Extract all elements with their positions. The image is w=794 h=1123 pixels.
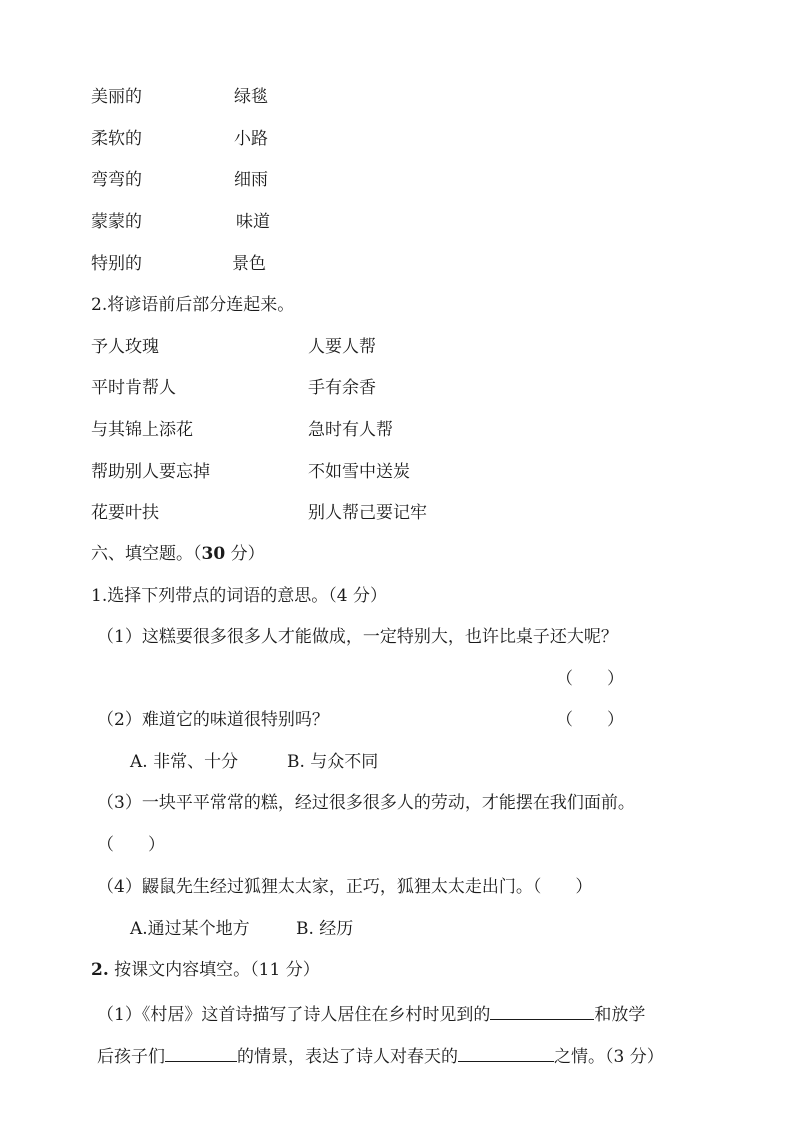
- q1-item4: （4）鼹鼠先生经过狐狸太太家，正巧，狐狸太太走出门。（ ）: [97, 877, 593, 897]
- proverb-left-2: 平时肯帮人: [91, 378, 176, 398]
- q1-item3-answer-paren[interactable]: （ ）: [97, 835, 165, 855]
- match-right-3: 细雨: [234, 170, 268, 190]
- proverb-right-3: 急时有人帮: [308, 420, 393, 440]
- q2-blank-2[interactable]: [165, 1043, 237, 1062]
- q2-line1-a: （1）《村居》这首诗描写了诗人居住在乡村时见到的: [97, 1005, 491, 1025]
- q2-blank-3[interactable]: [458, 1043, 554, 1062]
- q1-option-b: B. 与众不同: [287, 752, 379, 772]
- match-left-4: 蒙蒙的: [91, 212, 142, 232]
- q1-item1-answer-paren[interactable]: （ ）: [556, 669, 624, 689]
- q2-line2: [97, 1043, 664, 1068]
- q1-title: 1.选择下列带点的词语的意思。（4 分）: [91, 586, 387, 606]
- section6-heading: [91, 543, 265, 565]
- q2-title-num: 2.: [91, 960, 109, 980]
- match-right-1: 绿毯: [234, 87, 268, 107]
- q2-line2-a: 后孩子们: [97, 1047, 165, 1067]
- match-left-5: 特别的: [91, 254, 142, 274]
- match-left-2: 柔软的: [91, 129, 142, 149]
- q2-blank-1[interactable]: [490, 1001, 594, 1020]
- q2-line2-b: 的情景，表达了诗人对春天的: [237, 1047, 458, 1067]
- q1-item2: （2）难道它的味道很特别吗？: [97, 710, 329, 730]
- q2-title-text: 按课文内容填空。（11 分）: [108, 960, 320, 980]
- proverb-right-2: 手有余香: [308, 378, 376, 398]
- proverb-left-3: 与其锦上添花: [91, 420, 193, 440]
- q1-item3: （3）一块平平常常的糕，经过很多很多人的劳动，才能摆在我们面前。: [97, 793, 635, 813]
- q2-title: [91, 959, 320, 981]
- q2-line1: [97, 1001, 645, 1026]
- proverb-right-5: 别人帮己要记牢: [308, 503, 427, 523]
- q1-option2-b: B. 经历: [296, 919, 354, 939]
- section6-heading-score: 30: [201, 544, 226, 564]
- q2-line2-c: 之情。（3 分）: [554, 1047, 664, 1067]
- q2-line1-b: 和放学: [594, 1005, 646, 1025]
- q1-option2-a: A.通过某个地方: [130, 919, 250, 939]
- section6-heading-suffix: 分）: [225, 544, 265, 564]
- q1-option-a: A. 非常、十分: [130, 752, 239, 772]
- proverb-left-5: 花要叶扶: [91, 503, 159, 523]
- match-right-4: 味道: [236, 212, 270, 232]
- proverbs-title: 2.将谚语前后部分连起来。: [91, 295, 295, 315]
- section6-heading-prefix: 六、填空题。（: [91, 544, 202, 564]
- proverb-left-4: 帮助别人要忘掉: [91, 462, 210, 482]
- match-left-1: 美丽的: [91, 87, 142, 107]
- proverb-left-1: 予人玫瑰: [91, 337, 159, 357]
- match-left-3: 弯弯的: [91, 170, 142, 190]
- proverb-right-4: 不如雪中送炭: [308, 462, 410, 482]
- match-right-2: 小路: [234, 129, 268, 149]
- q1-item2-answer-paren[interactable]: （ ）: [556, 710, 624, 730]
- q1-item1: （1）这糕要很多很多人才能做成，一定特别大，也许比桌子还大呢？: [97, 627, 618, 647]
- proverb-right-1: 人要人帮: [308, 337, 376, 357]
- match-right-5: 景色: [232, 254, 266, 274]
